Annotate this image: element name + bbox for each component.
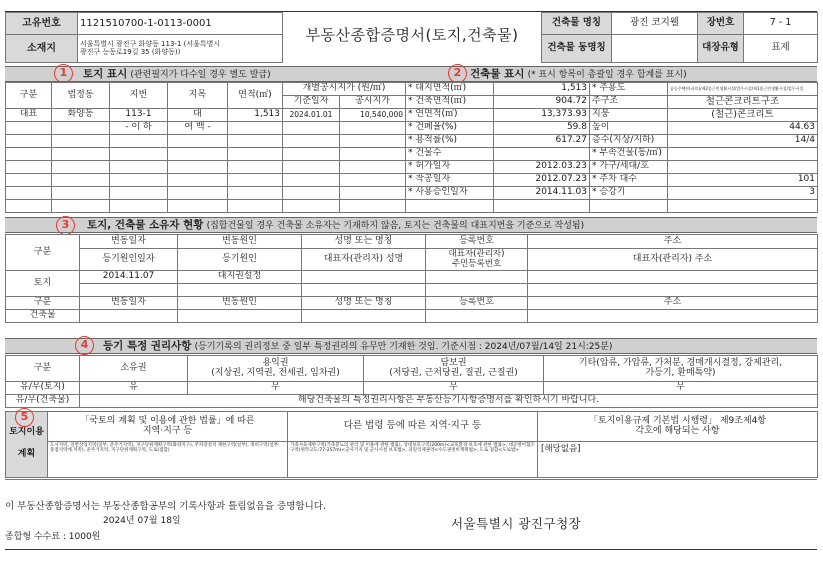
section3-note: (집합건물일 경우 건축물 소유자는 기재하지 않음, 토지는 건축물의 대표지번을 기준으로 작성됨) bbox=[206, 221, 585, 231]
owner-bldg-change-reason: 변동원인 bbox=[178, 297, 302, 310]
building-row bbox=[406, 161, 818, 174]
building-row-value-left: 904.72 bbox=[494, 96, 590, 109]
owner-bldg-name: 성명 또는 명칭 bbox=[302, 297, 426, 310]
rights-land-owner: 유 bbox=[80, 382, 188, 395]
section2-title: 건축물 표시 bbox=[470, 68, 525, 80]
building-row-value-right: 3 bbox=[668, 187, 818, 200]
bottom-rule-top bbox=[5, 479, 817, 480]
building-row bbox=[406, 96, 818, 109]
land-row2-end-b: 여 백 - bbox=[168, 122, 228, 135]
building-row-label-right: 주구조 bbox=[590, 96, 668, 109]
building-row-label-right: * 주차 대수 bbox=[590, 174, 668, 187]
land-use-h1-line1: 「국토의 계획 및 이용에 관한 법률」에 따른 bbox=[80, 415, 255, 426]
land-use-h1-line2: 지역·지구 등 bbox=[142, 425, 193, 436]
building-name-label: 건축물 명칭 bbox=[542, 13, 612, 35]
section1-number-marker: 1 bbox=[54, 64, 73, 83]
header-right-table bbox=[541, 12, 818, 63]
land-row1-jibeon: 113-1 bbox=[110, 109, 168, 122]
rights-col-owner: 소유권 bbox=[80, 356, 188, 382]
owner-col-rep-regno bbox=[426, 249, 528, 271]
rights-col-security bbox=[364, 356, 544, 382]
fee-text: 종합형 수수료 : 1000원 bbox=[5, 532, 101, 542]
land-table bbox=[5, 82, 406, 213]
section2-note: (* 표시 항목이 총괄일 경우 합계를 표시) bbox=[527, 70, 687, 80]
building-row-value-left bbox=[494, 148, 590, 161]
land-row1-area: 1,513 bbox=[228, 109, 283, 122]
owner-bldg-change-date: 변동일자 bbox=[80, 297, 178, 310]
rights-col-security-sub: (저당권, 근저당권, 질권, 근질권) bbox=[389, 367, 518, 378]
rights-land-other: 무 bbox=[544, 382, 818, 395]
building-row-label-left: * 건물수 bbox=[406, 148, 494, 161]
rights-col-security-title: 담보권 bbox=[440, 357, 467, 368]
owner-bldg-regno: 등록번호 bbox=[426, 297, 528, 310]
land-col-base-date: 기준일자 bbox=[283, 96, 340, 109]
bottom-rule bbox=[5, 549, 817, 550]
land-use-side-line1: 토지이용 bbox=[9, 427, 44, 437]
land-use-c2: 가축사육제한구역(가축분뇨의 관리 및 이용에 관한 법률), 상대보호구역(200m)<교육환경 보호에 관한 법률>, 대공방어협조구역(위탁고도:77-257m)<군사기지 및 군사시설 보호법>, 과밀억제권역<수도권정비계획법>, 도로 접합<도로법> bbox=[288, 442, 538, 478]
jang-no-value: 7 - 1 bbox=[744, 13, 818, 35]
register-type-value: 표제 bbox=[744, 35, 818, 63]
land-row1-jimok: 대 bbox=[168, 109, 228, 122]
building-row-value-left: 59.8 bbox=[494, 122, 590, 135]
owner-col-gubun: 구분 bbox=[6, 235, 80, 271]
land-use-h3-line2: 각호에 해당되는 사항 bbox=[635, 425, 720, 436]
land-col-gubun: 구분 bbox=[6, 83, 52, 109]
land-use-side-line2: 계획 bbox=[17, 448, 36, 459]
owner-col-name: 성명 또는 명칭 bbox=[302, 235, 426, 249]
section1-note: (관련필지가 다수일 경우 별도 발급) bbox=[130, 70, 271, 80]
building-table bbox=[405, 82, 818, 213]
building-dong-value bbox=[612, 35, 698, 63]
owner-land-date: 2014.11.07 bbox=[80, 271, 178, 284]
owner-col-reg-reason: 등기원인 bbox=[178, 249, 302, 271]
building-row-label-left: * 용적률(%) bbox=[406, 135, 494, 148]
certification-text: 이 부동산종합증명서는 부동산종합공부의 기록사항과 틀림없음을 증명합니다. bbox=[5, 501, 326, 512]
section3-bar bbox=[5, 217, 817, 233]
land-use-h3-line1: 「토지이용규제 기본법 시행령」 제9조제4항 bbox=[588, 415, 767, 426]
land-row1-date: 2024.01.01 bbox=[283, 109, 340, 122]
land-use-table bbox=[5, 411, 818, 478]
building-row-label-right: * 부속건물(동/㎡) bbox=[590, 148, 668, 161]
building-row-value-left: 13,373.93 bbox=[494, 109, 590, 122]
rights-land-security: 무 bbox=[364, 382, 544, 395]
building-row bbox=[406, 174, 818, 187]
rights-land-label: 유/무(토지) bbox=[6, 382, 80, 395]
building-row-label-left: * 착공일자 bbox=[406, 174, 494, 187]
owner-col-change-reason: 변동원인 bbox=[178, 235, 302, 249]
owner-bldg-label: 건축물 bbox=[6, 310, 80, 323]
building-row-label-right: 층수(지상/지하) bbox=[590, 135, 668, 148]
issue-date: 2024년 07월 18일 bbox=[103, 516, 181, 526]
land-col-area: 면적(㎡) bbox=[228, 83, 283, 109]
building-row bbox=[406, 109, 818, 122]
building-row-value-right bbox=[668, 161, 818, 174]
owner-table bbox=[5, 234, 818, 323]
land-col-jimok: 지목 bbox=[168, 83, 228, 109]
rights-col-use bbox=[188, 356, 364, 382]
register-type-label: 대장유형 bbox=[698, 35, 744, 63]
land-use-h1 bbox=[48, 412, 288, 442]
land-col-jibeon: 지번 bbox=[110, 83, 168, 109]
owner-col-rep-regno-line2: 주민등록번호 bbox=[451, 258, 502, 269]
building-name-value: 광진 코지웰 bbox=[612, 13, 698, 35]
section2-number-marker: 2 bbox=[448, 64, 467, 83]
section4-number-marker: 4 bbox=[75, 336, 94, 355]
section4-title: 등기 특정 권리사항 bbox=[103, 340, 192, 352]
building-row-label-left: * 연면적(㎡) bbox=[406, 109, 494, 122]
rights-col-gubun: 구분 bbox=[6, 356, 80, 382]
owner-col-reg-date: 등기원인일자 bbox=[80, 249, 178, 271]
rights-col-other-line1: 기타(압류, 가압류, 가처분, 경매개시결정, 강제관리, bbox=[578, 357, 783, 368]
building-row-label-right: 높이 bbox=[590, 122, 668, 135]
owner-col-regno: 등록번호 bbox=[426, 235, 528, 249]
building-row-label-left: * 사용승인일자 bbox=[406, 187, 494, 200]
building-row-value-left: 2012.07.23 bbox=[494, 174, 590, 187]
unique-no-label: 고유번호 bbox=[6, 13, 78, 35]
building-row-value-right: 101 bbox=[668, 174, 818, 187]
owner-col-change-date: 변동일자 bbox=[80, 235, 178, 249]
location-label: 소재지 bbox=[6, 35, 78, 63]
building-row-value-right: 44.63 bbox=[668, 122, 818, 135]
building-row-value-left: 1,513 bbox=[494, 83, 590, 96]
building-row-value-right bbox=[668, 148, 818, 161]
section3-title: 토지, 건축물 소유자 현황 bbox=[87, 219, 204, 231]
building-row bbox=[406, 122, 818, 135]
owner-land-label: 토지 bbox=[6, 271, 80, 297]
owner-land-reason: 대지권설정 bbox=[178, 271, 302, 284]
land-col-dong: 법정동 bbox=[52, 83, 110, 109]
location-line1: 서울특별시 광진구 화양동 113-1 (서울특별시 bbox=[80, 39, 221, 48]
building-row-blank bbox=[406, 200, 818, 213]
land-row1-price: 10,540,000 bbox=[340, 109, 406, 122]
section4-note: (등기기록의 권리정보 중 일부 특정권리의 유무만 기재한 것임. 기준시점 : 2024년/07월/14일 21시:25분) bbox=[194, 342, 613, 352]
jang-no-label: 장번호 bbox=[698, 13, 744, 35]
building-row-label-right: 지붕 bbox=[590, 109, 668, 122]
rights-col-use-sub: (지상권, 지역권, 전세권, 임차권) bbox=[211, 367, 340, 378]
building-row bbox=[406, 135, 818, 148]
unique-no-value: 1121510700-1-0113-0001 bbox=[78, 13, 283, 35]
land-row1-gubun: 대표 bbox=[6, 109, 52, 122]
building-row bbox=[406, 148, 818, 161]
building-row-label-right: * 가구/세대/호 bbox=[590, 161, 668, 174]
building-row-value-right: 철근콘크리트구조 bbox=[668, 96, 818, 109]
section3-number-marker: 3 bbox=[56, 216, 75, 235]
building-row bbox=[406, 83, 818, 96]
location-value bbox=[78, 35, 283, 63]
building-row-label-left: * 허가일자 bbox=[406, 161, 494, 174]
building-row-label-left: * 대지면적(㎡) bbox=[406, 83, 494, 96]
land-row1-dong: 화양동 bbox=[52, 109, 110, 122]
owner-col-rep-regno-line1: 대표자(관리자) bbox=[448, 249, 505, 260]
owner-col-rep-address: 대표자(관리자) 주소 bbox=[528, 249, 818, 271]
building-row-value-left: 2014.11.03 bbox=[494, 187, 590, 200]
land-use-h2: 다른 법령 등에 따른 지역·지구 등 bbox=[288, 412, 538, 442]
owner-bldg-gubun: 구분 bbox=[6, 297, 80, 310]
rights-col-use-title: 용익권 bbox=[262, 357, 289, 368]
land-use-c1: 도시지역, 일반상업지역(일부: 준주거지역), 지구단위계획구역(화양지구), 주차장설치 제한구역(일부), 정비구역(일부: 중점지역에 저촉), 준주거지역, 지구단위계획구역, 도로(접합) bbox=[48, 442, 288, 478]
owner-col-address: 주소 bbox=[528, 235, 818, 249]
section5-number-marker: 5 bbox=[15, 408, 34, 427]
building-row-label-right: * 주용도 bbox=[590, 83, 668, 96]
section1-title: 토지 표시 bbox=[83, 68, 128, 80]
building-row-value-right: 14/4 bbox=[668, 135, 818, 148]
rights-bldg-note: 해당건축물의 특정권리사항은 부동산등기사항증명서를 확인하시기 바랍니다. bbox=[80, 395, 818, 408]
location-line2: 광진구 능동로19길 35 (화양동)) bbox=[80, 47, 181, 56]
building-row-value-right: (철근)콘크리트 bbox=[668, 109, 818, 122]
land-col-public-price: 공시지가 bbox=[340, 96, 406, 109]
issuer-name: 서울특별시 광진구청장 bbox=[451, 516, 582, 531]
building-row-value-right: 공동주택(아파트)/제2종근린생활시설/업무시설/제1종근린생활시설/업무시설 bbox=[668, 83, 818, 96]
rights-col-other-line2: 가등기, 환매특약) bbox=[645, 367, 716, 378]
land-row2-end-a: - 이 하 bbox=[110, 122, 168, 135]
land-use-c3: [해당없음] bbox=[538, 442, 818, 478]
building-row-label-left: * 건폐율(%) bbox=[406, 122, 494, 135]
land-col-price: 개별공시지가 (원/㎡) bbox=[283, 83, 406, 96]
land-use-h3 bbox=[538, 412, 818, 442]
owner-col-rep-name: 대표자(관리자) 성명 bbox=[302, 249, 426, 271]
rights-bldg-label: 유/무(건축물) bbox=[6, 395, 80, 408]
building-row bbox=[406, 187, 818, 200]
building-dong-label: 건축물 동명칭 bbox=[542, 35, 612, 63]
building-row-value-left: 2012.03.23 bbox=[494, 161, 590, 174]
rights-col-other bbox=[544, 356, 818, 382]
owner-bldg-address: 주소 bbox=[528, 297, 818, 310]
section4-bar bbox=[5, 338, 817, 354]
header-left-table bbox=[5, 12, 283, 63]
building-row-label-left: * 건축면적(㎡) bbox=[406, 96, 494, 109]
building-row-value-left: 617.27 bbox=[494, 135, 590, 148]
rights-table bbox=[5, 355, 818, 408]
building-row-label-right: * 승강기 bbox=[590, 187, 668, 200]
document-title: 부동산종합증명서(토지,건축물) bbox=[305, 26, 519, 44]
rights-land-use: 무 bbox=[188, 382, 364, 395]
